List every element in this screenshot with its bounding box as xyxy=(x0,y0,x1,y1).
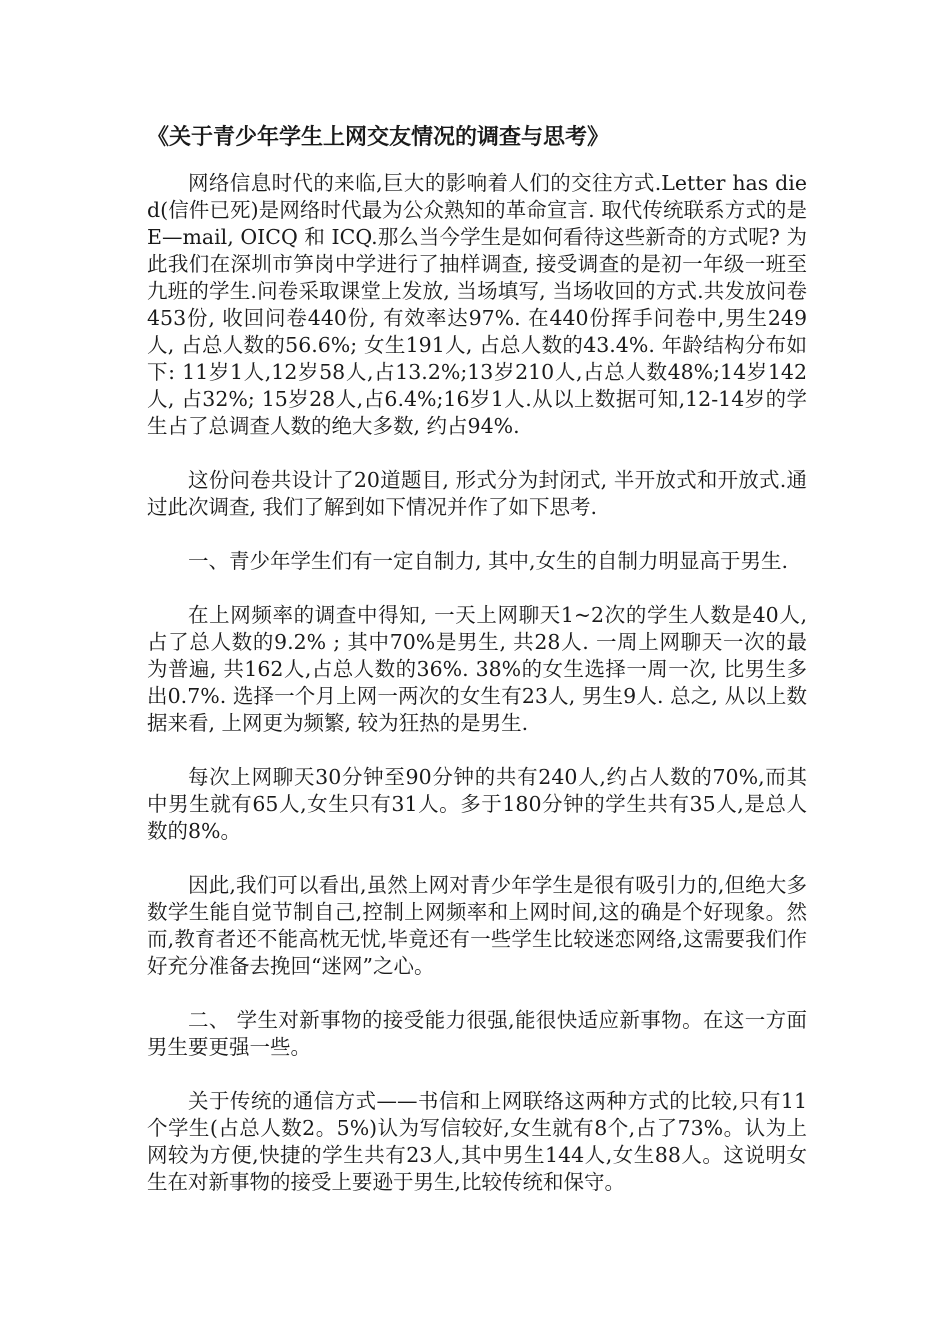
paragraph-communication-comparison: 关于传统的通信方式——书信和上网联络这两种方式的比较,只有11个学生(占总人数2。5%)认为写信较好,女生就有8个,占了73%。认为上网较为方便,快捷的学生共有23人,其中男生144人,女生88人。这说明女生在对新事物的接受上要逊于男生,比较传统和保守。 xyxy=(147,1089,807,1194)
paragraph-intro: 网络信息时代的来临,巨大的影响着人们的交往方式.Letter has died(信件已死)是网络时代最为公众熟知的革命宣言. 取代传统联系方式的是E—mail, OICQ 和 ICQ.那么当今学生是如何看待这些新奇的方式呢? 为此我们在深圳市笋岗中学进行了抽样调查, 接受调查的是初一年级一班至九班的学生.问卷采取课堂上发放, 当场填写, 当场收回的方式.共发放问卷453份, 收回问卷440份, 有效率达97%. 在440份挥手问卷中,男生249人, 占总人数的56.6%; 女生191人, 占总人数的43.4%. 年龄结构分布如下: 11岁1人,12岁58人,占13.2%;13岁210人,占总人数48%;14岁142人, 占32%; 15岁28人,占6.4%;16岁1人.从以上数据可知,12-14岁的学生占了总调查人数的绝大多数, 约占94%. xyxy=(147,171,807,438)
document-body xyxy=(147,122,807,1223)
section-heading-self-control: 一、青少年学生们有一定自制力, 其中,女生的自制力明显高于男生. xyxy=(188,549,789,573)
paragraph-conclusion: 因此,我们可以看出,虽然上网对青少年学生是很有吸引力的,但绝大多数学生能自觉节制自己,控制上网频率和上网时间,这的确是个好现象。然而,教育者还不能高枕无忧,毕竟还有一些学生比较迷恋网络,这需要我们作好充分准备去挽回“迷网”之心。 xyxy=(147,873,807,978)
paragraph-duration: 每次上网聊天30分钟至90分钟的共有240人,约占人数的70%,而其中男生就有65人,女生只有31人。多于180分钟的学生共有35人,是总人数的8%。 xyxy=(147,765,807,843)
section-heading-new-things: 二、 学生对新事物的接受能力很强,能很快适应新事物。在这一方面男生要更强一些。 xyxy=(147,1008,807,1059)
paragraph-frequency: 在上网频率的调查中得知, 一天上网聊天1~2次的学生人数是40人,占了总人数的9.2% ; 其中70%是男生, 共28人. 一周上网聊天一次的最为普遍, 共162人,占总人数的36%. 38%的女生选择一周一次, 比男生多出0.7%. 选择一个月上网一两次的女生有23人, 男生9人. 总之, 从以上数据来看, 上网更为频繁, 较为狂热的是男生. xyxy=(147,603,807,735)
paragraph-survey-design: 这份问卷共设计了20道题目, 形式分为封闭式, 半开放式和开放式.通过此次调查, 我们了解到如下情况并作了如下思考. xyxy=(147,468,807,519)
document-title: 《关于青少年学生上网交友情况的调查与思考》 xyxy=(147,124,610,150)
